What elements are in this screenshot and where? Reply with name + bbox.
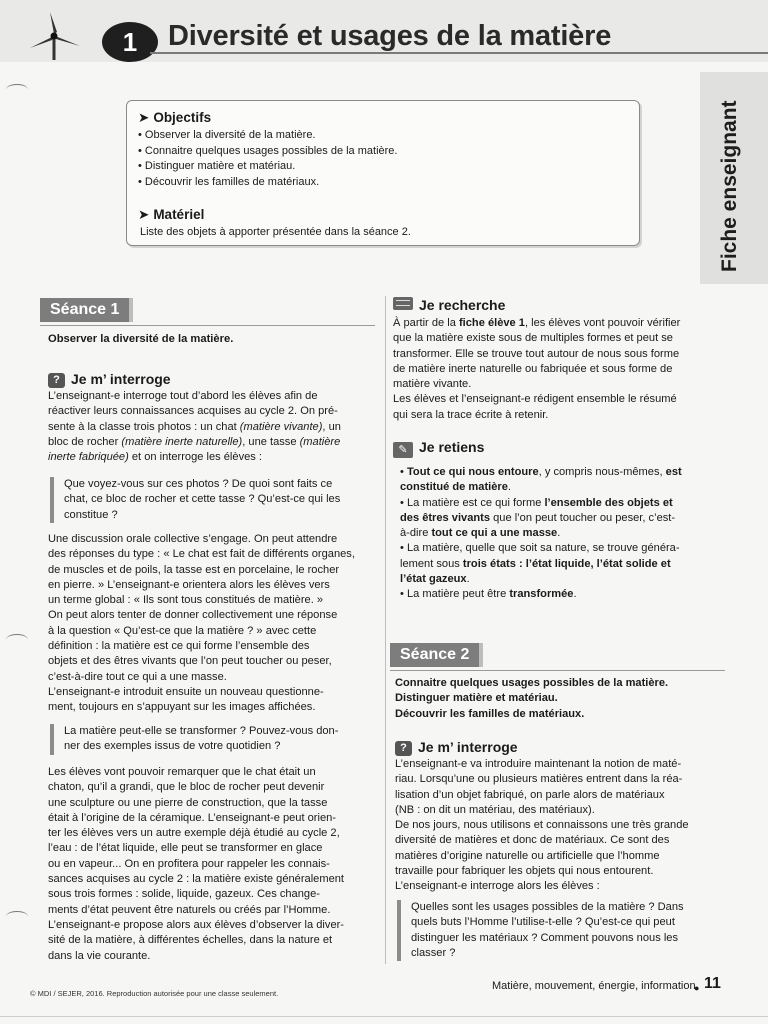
wind-turbine-logo-icon (16, 10, 92, 60)
recherche-paragraph: À partir de la fiche élève 1, les élèves vont pouvoir vérifier que la matière existe sous de multiples formes et peut se transformer. Elle se trouve tout autour de nous sous forme de matière inerte naturelle ou fabriquée et sous forme de matière vivante. Les élèves et l’enseignant-e rédigent ensemble le résumé qui sera la trace écrite à retenir. (393, 317, 681, 421)
seance-1-quote-1: Que voyez-vous sur ces photos ? De quoi sont faits ce chat, ce bloc de rocher et cette tasse ? Qu’est-ce qui les constitue ? (50, 477, 372, 523)
interroge-heading-1: ? Je m’ interroge (48, 371, 171, 388)
interroge-heading-2: ? Je m’ interroge (395, 739, 518, 756)
seance-2-goals: Connaitre quelques usages possibles de la matière. Distinguer matière et matériau. Découvrir les familles de matériaux. (395, 677, 669, 720)
page-number: 11 (704, 975, 721, 992)
list-item: • Observer la diversité de la matière. (138, 128, 397, 144)
list-item: • Découvrir les familles de matériaux. (138, 175, 397, 191)
seance-2-quote: Quelles sont les usages possibles de la matière ? Dans quels buts l’Homme l’utilise-t-elle ? Qu’est-ce qui peut distinguer les matériaux ? Comment pouvons nous les classer ? (397, 900, 721, 961)
dot-separator-icon: ● (694, 983, 700, 993)
seance-1-quote-2: La matière peut-elle se transformer ? Pouvez-vous don- ner des exemples issus de votre quotidien ? (50, 724, 374, 755)
list-item: • Distinguer matière et matériau. (138, 159, 397, 175)
page-title: Diversité et usages de la matière (168, 20, 612, 52)
objectives-list (138, 128, 397, 190)
seance-2-tag: Séance 2 (390, 643, 483, 667)
seance-1-rule (40, 325, 375, 326)
seance-2-rule (390, 670, 725, 671)
arrow-icon: ➤ (138, 110, 150, 125)
retiens-summary: • Tout ce qui nous entoure, y compris nous-mêmes, est constitué de matière. • La matière est ce qui forme l’ensemble des objets et des êtres vivants que l’on peut toucher ou peser, c’est- à-dire tout ce qui a une masse. • La matière, quelle que soit sa nature, se trouve généra- lement sous trois états : l’état liquide, l’état solide et l’état gazeux. • La matière peut être transformée. (400, 466, 682, 601)
computer-icon (393, 297, 413, 310)
margin-mark (6, 634, 28, 645)
material-text: Liste des objets à apporter présentée dans la séance 2. (140, 226, 411, 238)
header-rule (150, 52, 768, 54)
seance-1-goal: Observer la diversité de la matière. (48, 333, 234, 345)
list-item: • Connaitre quelques usages possibles de la matière. (138, 144, 397, 160)
question-icon: ? (48, 373, 65, 388)
retiens-heading: ✎ Je retiens (393, 439, 484, 458)
bottom-rule (0, 1016, 768, 1017)
seance-1-paragraph-2: Une discussion orale collective s’engage. On peut attendre des réponses du type : « Le chat est fait de différents organes, de muscles et de poils, la tasse est en porcelaine, le rocher en pierre. » L’enseignant-e orientera alors les élèves vers un terme global : « Ils sont tous constitués de matière. » On peut alors tenter de donner collectivement une réponse à la question « Qu’est-ce que la matière ? » avec cette définition : la matière est ce qui forme l’ensemble des objets et des êtres vivants que l’on peut toucher ou peser, c’est-à-dire tout ce qui a une masse. L’enseignant-e introduit ensuite un nouveau questionne- ment, toujours en s’appuyant sur les images affichées. (48, 533, 355, 714)
chapter-number-badge: 1 (102, 22, 158, 62)
side-tab-label: Fiche enseignant (718, 100, 741, 272)
seance-2-paragraph-1: L’enseignant-e va introduire maintenant la notion de maté- riau. Lorsqu’une ou plusieurs matières entrent dans la réa- lisation d’un objet fabriqué, on parle alors de matériaux (NB : on dit un matériau, des matériaux). De nos jours, nous utilisons et connaissons une très grande diversité de matières et donc de matériaux. Ce sont des matières d’origine naturelle ou artificielle que l’homme travaille pour fabriquer les objets qui nous entourent. L’enseignant-e interroge alors les élèves : (395, 758, 689, 893)
pencil-icon: ✎ (393, 442, 413, 458)
material-heading: ➤ Matériel (138, 207, 205, 222)
seance-1-tag: Séance 1 (40, 298, 133, 322)
seance-1-paragraph-1: L’enseignant-e interroge tout d’abord les élèves afin de réactiver leurs connaissances acquises au cycle 2. On pré- sente à la classe trois photos : un chat (matière vivante), un bloc de rocher (matière inerte naturelle), une tasse (matière inerte fabriquée) et on interroge les élèves : (48, 390, 341, 464)
objectives-heading: ➤ Objectifs (138, 110, 212, 125)
seance-1-paragraph-3: Les élèves vont pouvoir remarquer que le chat était un chaton, qu’il a grandi, que le bloc de rocher peut devenir une sculpture ou une pierre de construction, que la tasse était à l’origine de la céramique. L’enseignant-e peut orien- ter les élèves vers un autre exemple déjà étudié au cycle 2, l’eau : de l’état liquide, elle peut se transformer en glace ou en vapeur... On en profitera pour rappeler les connais- sances acquises au cycle 2 : la matière existe généralement sous trois formes : solide, liquide, gazeux. Ces change- ments d’état peuvent être naturels ou créés par l’Homme. L’enseignant-e propose alors aux élèves d’observer la diver- sité de la matière, à différentes échelles, dans la nature et dans la vie courante. (48, 766, 345, 962)
copyright-notice: © MDI / SEJER, 2016. Reproduction autorisée pour une classe seulement. (30, 989, 279, 998)
subject-label: Matière, mouvement, énergie, information (492, 980, 696, 992)
column-divider (385, 296, 386, 964)
margin-mark (6, 911, 28, 922)
margin-mark (6, 84, 28, 95)
recherche-heading: Je recherche (393, 297, 505, 313)
arrow-icon: ➤ (138, 207, 150, 222)
question-icon: ? (395, 741, 412, 756)
